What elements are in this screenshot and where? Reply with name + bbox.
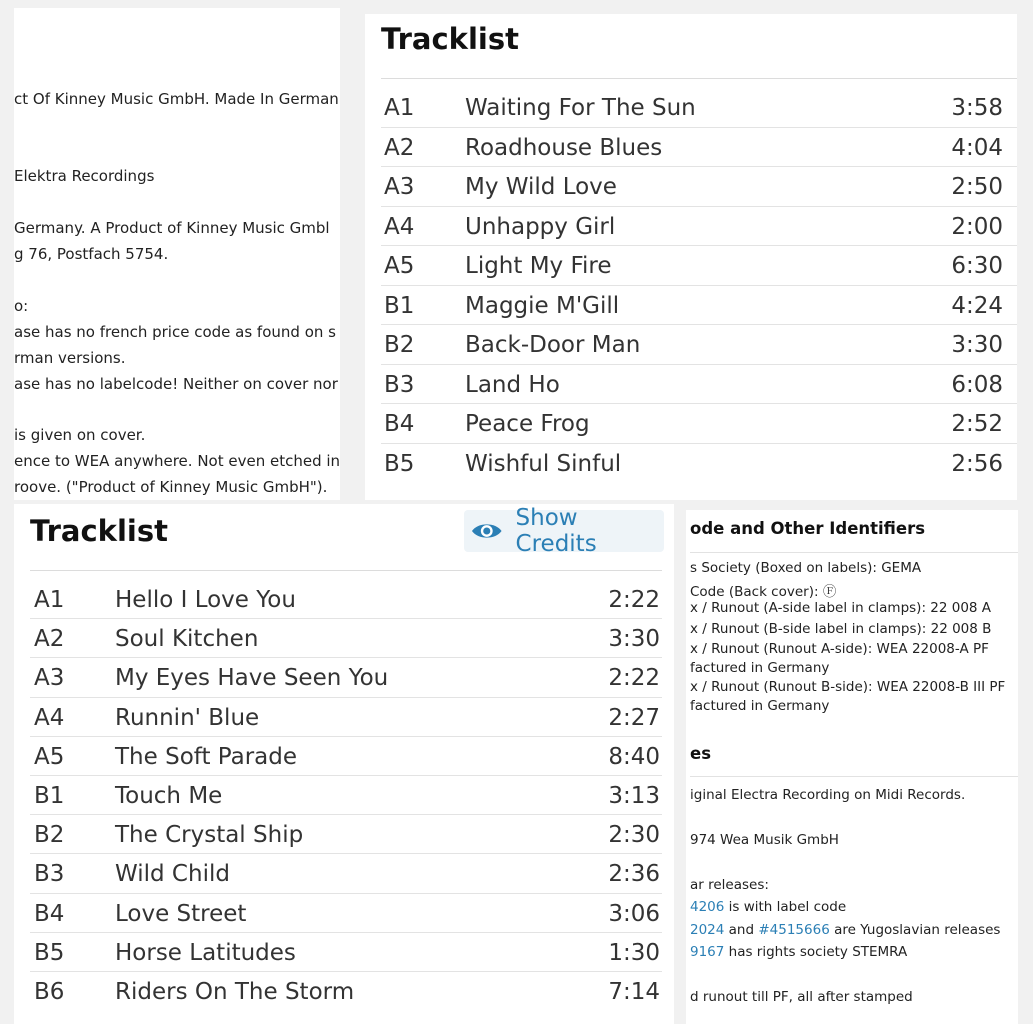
- track-row[interactable]: [30, 776, 662, 815]
- note-line: ct Of Kinney Music GmbH. Made In German: [14, 90, 339, 108]
- track-duration: 1:30: [608, 939, 660, 966]
- track-position: B1: [384, 292, 415, 319]
- note-line: [690, 899, 846, 915]
- track-row[interactable]: [30, 737, 662, 776]
- track-position: A4: [384, 213, 415, 240]
- track-duration: 7:14: [608, 979, 660, 1005]
- track-position: B4: [384, 411, 415, 437]
- track-position: B1: [34, 783, 65, 809]
- identifier-line: factured in Germany: [690, 698, 830, 714]
- track-title[interactable]: My Wild Love: [465, 174, 617, 200]
- note-line: iginal Electra Recording on Midi Records.: [690, 787, 966, 803]
- track-position: A5: [34, 743, 65, 770]
- track-position: B4: [34, 900, 65, 927]
- track-title[interactable]: Riders On The Storm: [115, 979, 355, 1005]
- tracklist-title: Tracklist: [30, 514, 168, 548]
- track-position: B2: [34, 822, 65, 849]
- tracklist-panel-top: [365, 14, 1017, 500]
- show-credits-button[interactable]: [464, 505, 664, 557]
- track-title[interactable]: Roadhouse Blues: [465, 134, 663, 161]
- track-row[interactable]: [30, 815, 662, 854]
- track-row[interactable]: [381, 325, 1017, 365]
- track-title[interactable]: Maggie M'Gill: [465, 292, 620, 319]
- track-position: A2: [384, 134, 415, 161]
- track-position: B6: [34, 979, 65, 1005]
- note-text: has rights society STEMRA: [724, 944, 908, 960]
- track-duration: 2:50: [951, 174, 1003, 200]
- note-line: d runout till PF, all after stamped: [690, 989, 913, 1005]
- track-position: B3: [34, 861, 65, 888]
- track-title[interactable]: Waiting For The Sun: [465, 95, 696, 121]
- note-line: Germany. A Product of Kinney Music Gmbl: [14, 219, 330, 237]
- track-duration: 6:30: [951, 253, 1003, 279]
- identifier-line: x / Runout (Runout B-side): WEA 22008-B III PF: [690, 679, 1006, 695]
- track-title[interactable]: The Soft Parade: [115, 743, 298, 770]
- track-duration: 3:58: [951, 95, 1003, 121]
- identifiers-panel: [686, 510, 1018, 1024]
- track-position: A4: [34, 704, 65, 731]
- divider: [690, 776, 1018, 777]
- track-row[interactable]: [30, 854, 662, 893]
- track-title[interactable]: Unhappy Girl: [465, 213, 616, 240]
- track-duration: 2:52: [951, 411, 1003, 437]
- track-duration: 2:30: [608, 822, 660, 849]
- track-title[interactable]: Wishful Sinful: [465, 450, 622, 477]
- track-row[interactable]: [381, 167, 1017, 207]
- identifier-line: x / Runout (A-side label in clamps): 22 008 A: [690, 600, 992, 616]
- divider: [690, 552, 1018, 553]
- track-position: A2: [34, 626, 65, 653]
- track-duration: 6:08: [951, 371, 1003, 398]
- release-link[interactable]: 4206: [690, 899, 725, 915]
- divider: [381, 78, 1017, 79]
- track-row[interactable]: [381, 88, 1017, 128]
- track-duration: 2:27: [608, 704, 660, 731]
- track-position: B5: [34, 939, 65, 966]
- track-row[interactable]: [381, 404, 1017, 444]
- track-title[interactable]: Horse Latitudes: [115, 939, 296, 966]
- note-text: are Yugoslavian releases: [829, 922, 1001, 938]
- track-row[interactable]: [30, 894, 662, 933]
- release-link[interactable]: #4515666: [758, 922, 830, 938]
- note-line: ar releases:: [690, 877, 769, 893]
- track-row[interactable]: [30, 658, 662, 697]
- track-duration: 3:06: [608, 900, 660, 927]
- track-title[interactable]: My Eyes Have Seen You: [115, 665, 389, 692]
- track-duration: 2:36: [608, 861, 660, 888]
- note-text: is with label code: [724, 899, 847, 915]
- note-line: is given on cover.: [14, 426, 146, 444]
- track-title[interactable]: The Crystal Ship: [115, 822, 304, 849]
- note-line: 974 Wea Musik GmbH: [690, 832, 839, 848]
- track-row[interactable]: [30, 698, 662, 737]
- identifier-line: x / Runout (B-side label in clamps): 22 008 B: [690, 621, 992, 637]
- track-position: B3: [384, 371, 415, 398]
- identifier-line: s Society (Boxed on labels): GEMA: [690, 560, 922, 576]
- track-row[interactable]: [30, 619, 662, 658]
- track-position: A1: [34, 587, 65, 613]
- track-position: A3: [34, 665, 65, 692]
- note-line: rman versions.: [14, 349, 126, 367]
- track-row[interactable]: [30, 580, 662, 619]
- track-duration: 2:22: [608, 587, 660, 613]
- track-title[interactable]: Back-Door Man: [465, 332, 641, 358]
- track-position: A3: [384, 174, 415, 200]
- track-row[interactable]: [30, 933, 662, 972]
- note-line: ase has no french price code as found on s: [14, 323, 336, 341]
- track-row[interactable]: [381, 128, 1017, 168]
- track-title[interactable]: Touch Me: [115, 783, 223, 809]
- note-line: [690, 922, 1000, 938]
- track-position: A1: [384, 95, 415, 121]
- show-credits-label: Show Credits: [515, 505, 597, 557]
- track-duration: 3:30: [608, 626, 660, 653]
- track-title[interactable]: Peace Frog: [465, 411, 590, 437]
- track-row[interactable]: [30, 972, 662, 1011]
- track-position: A5: [384, 253, 415, 279]
- track-title[interactable]: Light My Fire: [465, 253, 612, 279]
- identifier-line: x / Runout (Runout A-side): WEA 22008-A PF: [690, 641, 989, 657]
- track-row[interactable]: [381, 246, 1017, 286]
- track-duration: 8:40: [608, 743, 660, 770]
- identifier-line: Code (Back cover): Ⓕ: [690, 584, 837, 600]
- release-link[interactable]: 2024: [690, 922, 725, 938]
- track-row[interactable]: [381, 207, 1017, 247]
- track-title[interactable]: Love Street: [115, 900, 247, 927]
- note-line: ase has no labelcode! Neither on cover nor: [14, 375, 338, 393]
- notes-heading: es: [690, 744, 712, 763]
- note-line: [690, 944, 907, 960]
- release-link[interactable]: 9167: [690, 944, 725, 960]
- note-line: ence to WEA anywhere. Not even etched in: [14, 452, 340, 470]
- release-notes-panel: [14, 8, 340, 500]
- tracklist-panel-bottom: [14, 504, 674, 1024]
- track-row[interactable]: [381, 365, 1017, 405]
- track-duration: 3:13: [608, 783, 660, 809]
- divider: [30, 570, 662, 571]
- note-line: g 76, Postfach 5754.: [14, 245, 169, 263]
- eye-icon: [470, 519, 504, 543]
- track-duration: 2:56: [951, 450, 1003, 477]
- note-line: o:: [14, 297, 29, 315]
- identifiers-heading: ode and Other Identifiers: [690, 519, 926, 538]
- track-row[interactable]: [381, 286, 1017, 326]
- track-title[interactable]: Hello I Love You: [115, 587, 296, 613]
- track-duration: 3:30: [951, 332, 1003, 358]
- track-position: B5: [384, 450, 415, 477]
- note-text: and: [724, 922, 759, 938]
- tracklist-title: Tracklist: [381, 22, 519, 56]
- track-duration: 2:22: [608, 665, 660, 692]
- track-title[interactable]: Soul Kitchen: [115, 626, 259, 653]
- track-duration: 4:24: [951, 292, 1003, 319]
- note-line: Elektra Recordings: [14, 167, 155, 185]
- identifier-line: factured in Germany: [690, 660, 830, 676]
- track-title[interactable]: Land Ho: [465, 371, 560, 398]
- note-line: roove. ("Product of Kinney Music GmbH").: [14, 478, 328, 496]
- track-title[interactable]: Runnin' Blue: [115, 704, 260, 731]
- track-row[interactable]: [381, 444, 1017, 484]
- track-position: B2: [384, 332, 415, 358]
- track-duration: 2:00: [951, 213, 1003, 240]
- track-duration: 4:04: [951, 134, 1003, 161]
- track-title[interactable]: Wild Child: [115, 861, 230, 888]
